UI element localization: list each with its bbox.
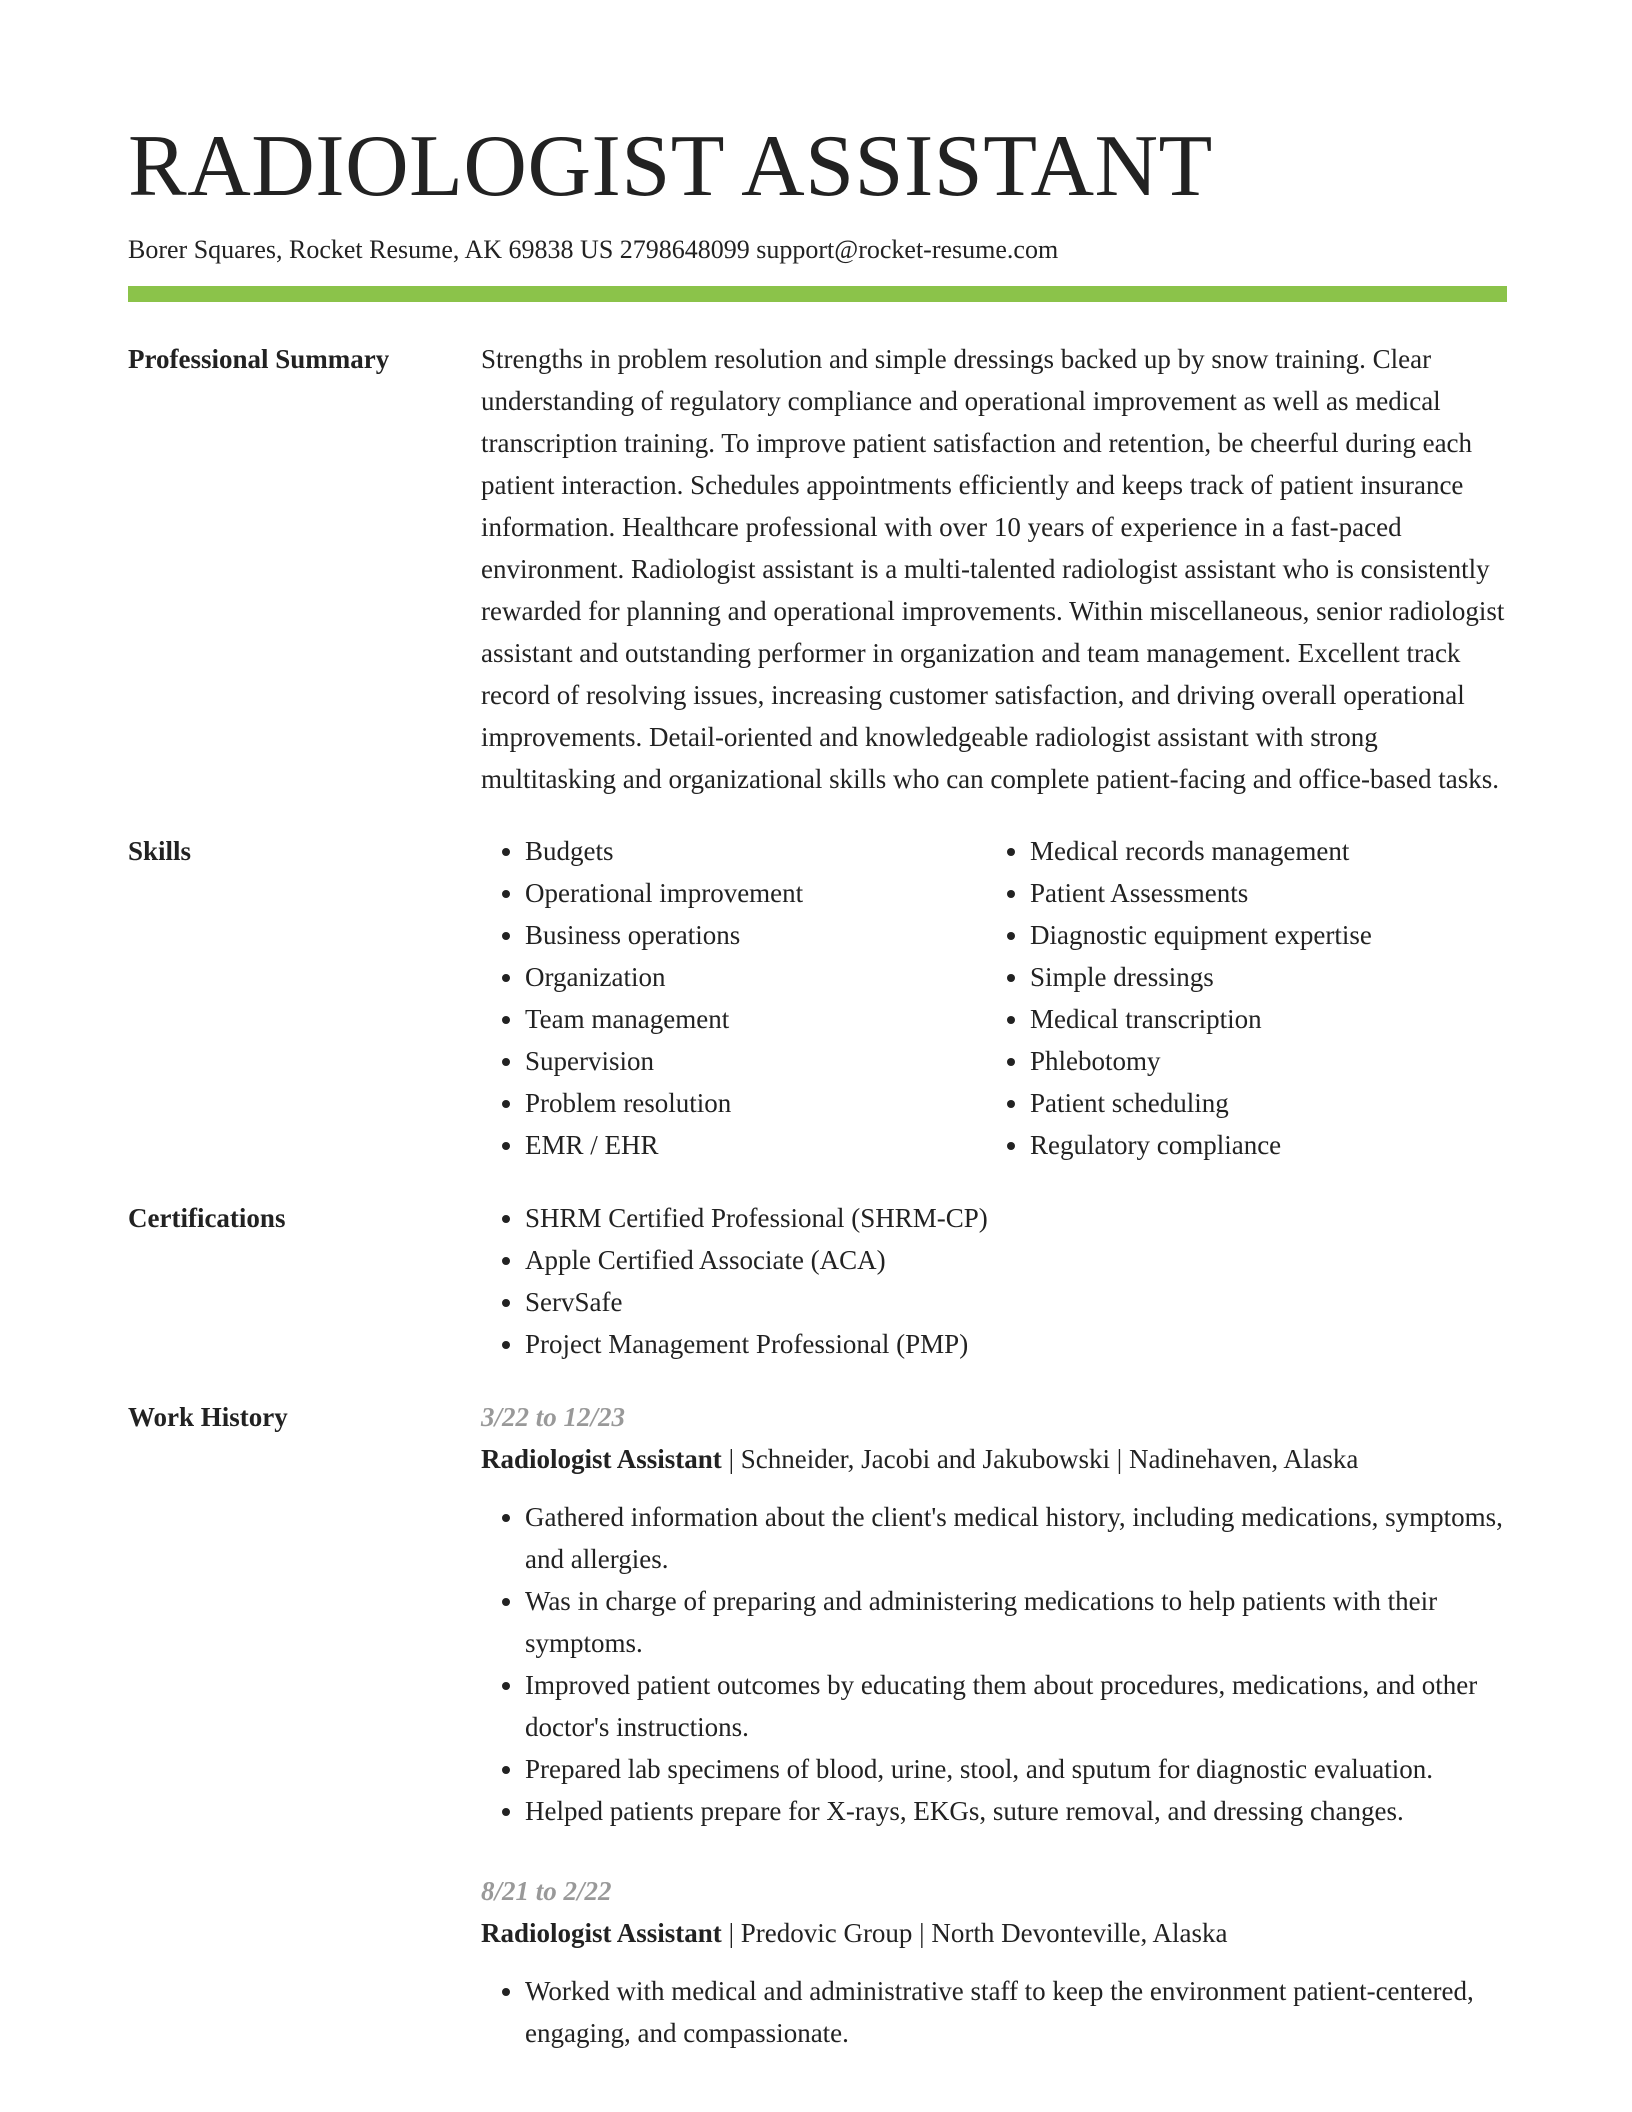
skill-item: • Phlebotomy (1030, 1040, 1491, 1082)
job-entry (481, 1396, 1507, 1832)
job-bullet: • Worked with medical and administrative staff to keep the environment patient-centered, engaging, and compassionate. (525, 1970, 1507, 2054)
skill-item: • Supervision (525, 1040, 986, 1082)
job-bullet: • Improved patient outcomes by educating them about procedures, medications, and other doctor's instructions. (525, 1664, 1507, 1748)
skills-column-left (481, 830, 986, 1166)
contact-info: Borer Squares, Rocket Resume, AK 69838 US 2798648099 support@rocket-resume.com (128, 235, 1059, 264)
summary-text: Strengths in problem resolution and simple dressings backed up by snow training. Clear understanding of regulatory compliance and operational improvement as well as medical transcription training. To improve patient satisfaction and retention, be cheerful during each patient interaction. Schedules appointments efficiently and keeps track of patient insurance information. Healthcare professional with over 10 years of experience in a fast-paced environment. Radiologist assistant is a multi-talented radiologist assistant who is consistently rewarded for planning and operational improvements. Within miscellaneous, senior radiologist assistant and outstanding performer in organization and team management. Excellent track record of resolving issues, increasing customer satisfaction, and driving overall operational improvements. Detail-oriented and knowledgeable radiologist assistant with strong multitasking and organizational skills who can complete patient-facing and office-based tasks. (481, 344, 1505, 794)
job-details: | Schneider, Jacobi and Jakubowski | Nadinehaven, Alaska (721, 1444, 1359, 1474)
skill-item: • Medical records management (1030, 830, 1491, 872)
skill-item: • Regulatory compliance (1030, 1124, 1491, 1166)
section-title-work-history: Work History (128, 1402, 288, 1432)
skill-item: • Team management (525, 998, 986, 1040)
skill-item: • Budgets (525, 830, 986, 872)
job-heading (481, 1912, 1507, 1954)
skill-item: • Patient scheduling (1030, 1082, 1491, 1124)
certifications-list (481, 1197, 1507, 1365)
certification-item: • Apple Certified Associate (ACA) (525, 1239, 1507, 1281)
job-bullets (481, 1496, 1507, 1832)
accent-divider (128, 286, 1507, 302)
certification-item: • SHRM Certified Professional (SHRM-CP) (525, 1197, 1507, 1239)
job-bullet: • Was in charge of preparing and administering medications to help patients with their symptoms. (525, 1580, 1507, 1664)
job-entry (481, 1870, 1507, 2054)
section-title-skills: Skills (128, 836, 192, 866)
skills-column-right (986, 830, 1491, 1166)
job-heading (481, 1438, 1507, 1480)
job-bullet: • Prepared lab specimens of blood, urine, stool, and sputum for diagnostic evaluation. (525, 1748, 1507, 1790)
skill-item: • Simple dressings (1030, 956, 1491, 998)
job-dates: 8/21 to 2/22 (481, 1876, 612, 1906)
skill-item: • EMR / EHR (525, 1124, 986, 1166)
job-bullet: • Gathered information about the client's medical history, including medications, symptoms, and allergies. (525, 1496, 1507, 1580)
section-title-certifications: Certifications (128, 1203, 286, 1233)
section-title-summary: Professional Summary (128, 344, 390, 374)
skill-item: • Organization (525, 956, 986, 998)
job-title: Radiologist Assistant (481, 1918, 722, 1948)
certification-item: • ServSafe (525, 1281, 1507, 1323)
skills-list-left (481, 830, 986, 1166)
job-bullet: • Helped patients prepare for X-rays, EKGs, suture removal, and dressing changes. (525, 1790, 1507, 1832)
section-work-history (128, 1396, 1507, 2092)
skill-item: • Problem resolution (525, 1082, 986, 1124)
resume-name: RADIOLOGIST ASSISTANT (128, 118, 1213, 215)
skill-item: • Business operations (525, 914, 986, 956)
job-details: | Predovic Group | North Devonteville, Alaska (721, 1918, 1228, 1948)
skill-item: • Diagnostic equipment expertise (1030, 914, 1491, 956)
skills-columns (481, 830, 1507, 1166)
section-summary (128, 338, 1507, 800)
skills-list-right (986, 830, 1491, 1166)
job-title: Radiologist Assistant (481, 1444, 722, 1474)
job-bullets (481, 1970, 1507, 2054)
section-skills (128, 830, 1507, 1166)
certification-item: • Project Management Professional (PMP) (525, 1323, 1507, 1365)
skill-item: • Medical transcription (1030, 998, 1491, 1040)
job-dates: 3/22 to 12/23 (481, 1402, 626, 1432)
section-certifications (128, 1197, 1507, 1365)
skill-item: • Patient Assessments (1030, 872, 1491, 914)
resume-page (128, 0, 1507, 2092)
skill-item: • Operational improvement (525, 872, 986, 914)
